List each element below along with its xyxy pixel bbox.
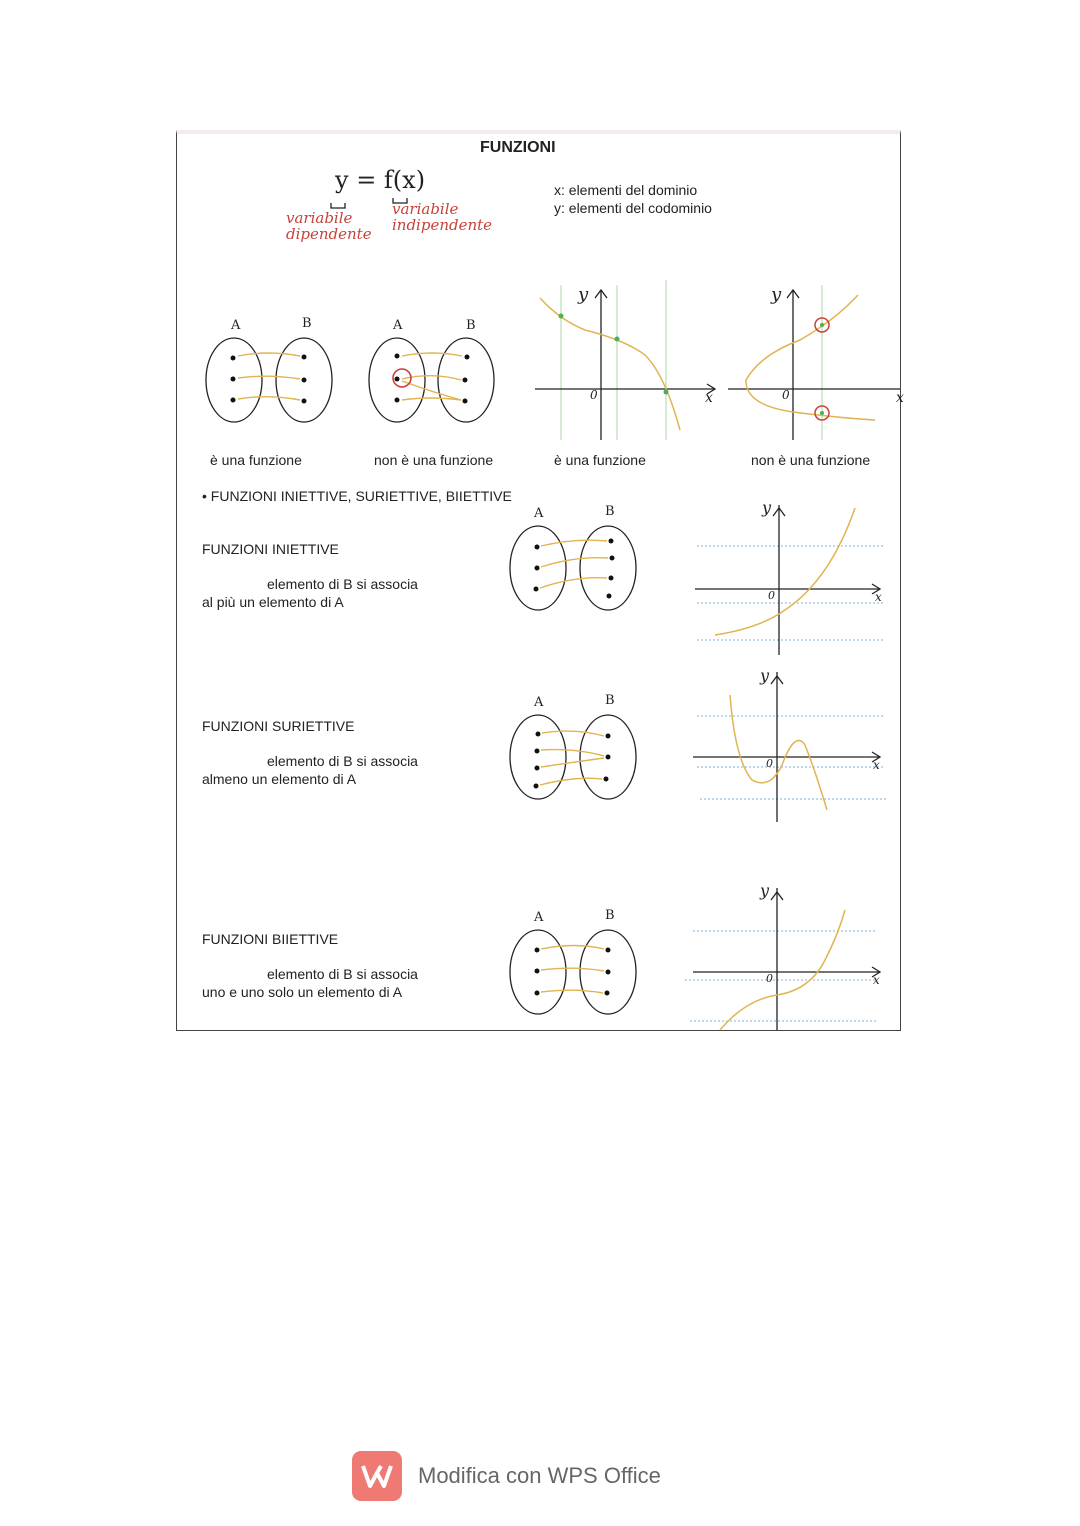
caption-example-3: è una funzione bbox=[554, 452, 646, 468]
page-title: FUNZIONI bbox=[480, 139, 556, 156]
wps-label: Modifica con WPS Office bbox=[418, 1463, 661, 1488]
surjective-line-2: almeno un elemento di A bbox=[202, 771, 357, 787]
graph-bijective bbox=[685, 888, 880, 1030]
y-axis-label: y bbox=[762, 498, 772, 517]
y-axis-label: y bbox=[578, 284, 589, 305]
y-axis-label: y bbox=[760, 881, 770, 900]
origin-label: 0 bbox=[782, 388, 790, 402]
section-heading: • FUNZIONI INIETTIVE, SURIETTIVE, BIIETTIVE bbox=[202, 488, 512, 504]
x-axis-label: x bbox=[705, 390, 713, 406]
domain-legend: x: elementi del dominio bbox=[554, 182, 698, 198]
dependent-variable-label: variabile dipendente bbox=[286, 209, 372, 243]
set-b-label: B bbox=[605, 504, 615, 519]
set-a-label: A bbox=[393, 318, 403, 333]
injective-title: FUNZIONI INIETTIVE bbox=[202, 541, 339, 557]
graph-surjective bbox=[693, 672, 888, 822]
y-axis-label: y bbox=[760, 666, 770, 685]
set-b-label: B bbox=[302, 316, 312, 331]
origin-label: 0 bbox=[590, 388, 598, 402]
surjective-line-1: elemento di B si associa bbox=[267, 753, 418, 769]
bijective-line-1: elemento di B si associa bbox=[267, 966, 418, 982]
caption-example-4: non è una funzione bbox=[751, 452, 871, 468]
x-axis-label: x bbox=[873, 758, 880, 772]
origin-label: 0 bbox=[766, 757, 773, 770]
x-axis-label: x bbox=[875, 590, 882, 604]
edit-with-wps-button[interactable] bbox=[352, 1451, 661, 1501]
graph-not-function bbox=[728, 285, 900, 440]
caption-example-1: è una funzione bbox=[210, 452, 302, 468]
wps-logo-icon bbox=[352, 1451, 402, 1501]
x-axis-label: x bbox=[896, 390, 904, 406]
set-a-label: A bbox=[534, 910, 544, 925]
bracket-dependent bbox=[331, 203, 345, 208]
mapping-arrows bbox=[238, 353, 608, 993]
graph-function bbox=[535, 280, 715, 440]
caption-example-2: non è una funzione bbox=[374, 452, 494, 468]
codomain-legend: y: elementi del codominio bbox=[554, 200, 712, 216]
set-a-label: A bbox=[534, 506, 544, 521]
injective-line-1: elemento di B si associa bbox=[267, 576, 418, 592]
graph-injective bbox=[695, 505, 885, 655]
set-b-label: B bbox=[466, 318, 476, 333]
set-elements bbox=[231, 354, 615, 996]
injective-line-2: al più un elemento di A bbox=[202, 594, 344, 610]
bijective-title: FUNZIONI BIIETTIVE bbox=[202, 931, 339, 947]
set-b-label: B bbox=[605, 908, 615, 923]
bijective-line-2: uno e uno solo un elemento di A bbox=[202, 984, 403, 1000]
bracket-independent bbox=[393, 198, 407, 203]
section-heading-text: FUNZIONI INIETTIVE, SURIETTIVE, BIIETTIVE bbox=[210, 488, 512, 504]
set-a-label: A bbox=[231, 318, 241, 333]
x-axis-label: x bbox=[873, 973, 880, 987]
formula: y = f(x) bbox=[335, 166, 426, 194]
surjective-title: FUNZIONI SURIETTIVE bbox=[202, 718, 355, 734]
origin-label: 0 bbox=[766, 972, 773, 985]
origin-label: 0 bbox=[768, 589, 775, 602]
set-a-label: A bbox=[534, 695, 544, 710]
set-b-label: B bbox=[605, 693, 615, 708]
y-axis-label: y bbox=[771, 284, 782, 305]
independent-variable-label: variabile indipendente bbox=[392, 200, 493, 234]
